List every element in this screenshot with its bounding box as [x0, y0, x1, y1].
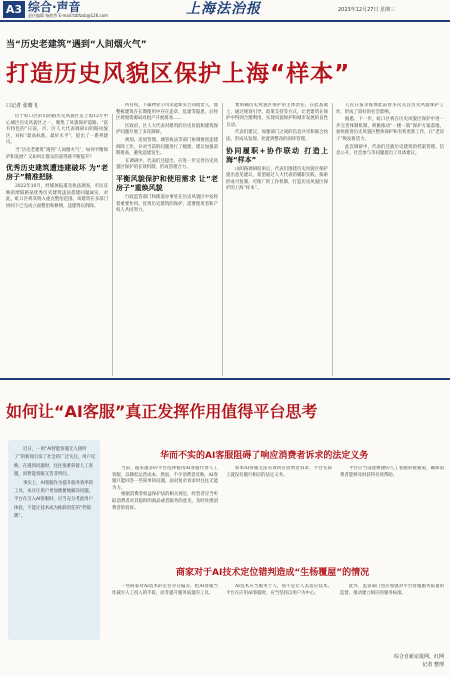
second-column-b2 — [226, 584, 332, 672]
paragraph: 事实上，AI客服作为提升服务效率的工具，本应让用户更加便捷地解决问题。平台在引入AI客服时，应当充分考虑用户体验，不能让技术成为推卸责任的“挡箭牌”。 — [14, 480, 94, 520]
paragraph: 据悉，下一步，虹口区将在历史风貌区保护中进一步完善体制机制，积极推动“一楼一策”保护方案落地，加快推进历史风貌区整体保护和有机更新工作，让“老房子”焕发新活力。 — [336, 117, 444, 142]
second-column-a2 — [226, 466, 332, 562]
paragraph: 此外，监管部门也应加强对平台客服服务质量的监督，推动建立相应的服务标准。 — [340, 584, 444, 596]
source-credit: 综合自新京报网、红网 — [393, 654, 444, 660]
paragraph: 在调研中，代表们还提出，应进一步完善历史风貌区保护的长效机制，形成管理合力。 — [116, 158, 218, 171]
paragraph: 如果AI客服无法有效回应消费者诉求，平台实际上就没有履行相应的法定义务。 — [226, 466, 332, 478]
newspaper-masthead: 上海法治报 — [186, 1, 261, 17]
page-header — [0, 0, 450, 20]
header-rule — [0, 20, 450, 22]
page-number-badge: A3 — [3, 1, 25, 18]
lead-column-4 — [336, 103, 444, 376]
lead-byline: 口记者 张晴飞 — [6, 103, 38, 109]
paragraph: 此次调研中，代表们还就历史建筑的档案管理、信息公开、社会参与等问题提出了具体建议。 — [336, 144, 444, 157]
paragraph: 人民日报等媒体此前曾多次关注历史风貌保护工作，形成了较好的社会影响。 — [336, 103, 444, 115]
lead-column-3 — [226, 103, 328, 376]
lead-subheading-2: 平衡风貌保护和使用需求 让“老房子”重焕风貌 — [116, 174, 218, 192]
section-separator — [0, 378, 450, 380]
paragraph: 位于虹口区的山阴路历史风貌区是上海12片中心城区历史风貌区之一，聚集了风貌保护道路、“富有特色的”日前，市、区人大代表调研山阴路风貌区，对标“最高标准、最好水平”，提出了一系列建议。 — [6, 114, 108, 146]
lead-column-1 — [6, 114, 108, 376]
lead-headline: 打造历史风貌区保护上海“样本” — [6, 61, 351, 87]
section-title: 综合·声音 — [28, 0, 81, 14]
lead-subheading-3: 协同履职+协作联动 打造上海“样本” — [226, 146, 328, 164]
column-divider — [222, 103, 223, 376]
editor-credit: 责任编辑 杨轶然 E-mail:fzbfzsb@126.com — [28, 13, 109, 18]
paragraph: 当前，越来越多的平台选择使用AI客服代替人工客服，以降低运营成本。然而，不少消费者反映，AI客服只能回答一些简单的问题，面对复杂诉求时往往无能为力。 — [112, 466, 218, 491]
paragraph: 所有权，下属物业公司未能如实告知租赁人，使整栋建筑在长期使用中存在违章、乱建等隐患，后经区规划资源局对租户开展排查…… — [116, 103, 218, 122]
paragraph: 根据消费者权益保护法的相关规定，经营者应当听取消费者对其提供的商品或者服务的意见，及时处理消费者的投诉。 — [112, 492, 218, 511]
paragraph: 要明确历史风貌区保护的主体责任，在此基础上，通过规划引导、政策支持等方式，让老建筑在保护中得到合理利用，实现风貌保护和城市发展的良性互动。 — [226, 103, 328, 128]
issue-date: 2023年12月27日 星期三 — [338, 7, 396, 13]
paragraph: 规划、房屋管理、城管执法等部门协调推进违建拆除工作，并对当前的问题进行了梳理，建议加强前期排查，避免违建发生。 — [116, 137, 218, 157]
paragraph: 当“历史老建筑”遇到“人间烟火气”，如何平衡保护和发展？又如何让群众的获得感不断提升？ — [6, 147, 108, 160]
paragraph: AI技术应当服务于人，而不是让人去适应技术。平台在应用AI客服时，应当坚持以用户为中心。 — [226, 584, 332, 596]
commentary-text — [14, 446, 96, 632]
paragraph: 山阴路调研结束后，代表们围绕历史风貌区保护提出意见建议，希望通过人大代表的履职实践，探索形成可复制、可推广的工作机制，打造历史风貌区保护的上海“样本”。 — [226, 166, 328, 192]
paragraph: 行政监管部门和街道办事处在历史风貌区中发挥着重要作用。优秀历史建筑的保护，需要使用者和产权人共同努力。 — [116, 194, 218, 214]
second-column-b3 — [340, 584, 444, 650]
lead-kicker: 当“历史老建筑”遇到“人间烟火气” — [6, 40, 147, 50]
second-column-a3 — [340, 466, 444, 562]
second-subheading-a: 华而不实的AI客服阻碍了响应消费者诉求的法定义务 — [160, 451, 369, 461]
column-divider — [332, 103, 333, 376]
column-divider — [112, 114, 113, 376]
paragraph: 2022年10月，经媒体报道及执法调查，市民反映的溧阳路某优秀历史建筑违法搭建问题属实，对此，虹口区将其纳入重点整治范围。该建筑在多部门协同下已完成立面整治和修缮，违建得以拆除。 — [6, 184, 108, 209]
paragraph: 代表们建议，加强部门之间的信息共享和联合执法，形成从发现、处置到整改的闭环管理。 — [226, 130, 328, 142]
paragraph: 一些商家对AI技术的定位存在偏差，把AI客服当作减少人工投入的手段，而非提升服务质量的工具。 — [112, 584, 218, 596]
second-subheading-b: 商家对于AI技术定位错判造成“生杨覆屋”的情况 — [176, 568, 370, 578]
second-column-b1 — [112, 584, 218, 672]
paragraph: 平台应当设置便捷的人工客服转接通道，确保消费者能够及时获得有效帮助。 — [340, 466, 444, 478]
lead-column-2 — [116, 103, 218, 376]
lead-subheading-1: 优秀历史建筑遭违建破坏 为“老房子”精准把脉 — [6, 164, 108, 182]
reporter-credit: 记者 整理 — [422, 662, 444, 668]
paragraph: 区政府、区人大代表对建筑的历史价值和建筑保护问题开展了多次调研。 — [116, 123, 218, 136]
second-column-a1 — [112, 466, 218, 562]
second-headline: 如何让“AI客服”真正发挥作用值得平台思考 — [6, 402, 318, 421]
paragraph: 近日，一则“AI智能客服无人接听了”的新闻引发了社会的广泛关注。用户反映，在遇到问题时，往往很难转接人工客服，而智能客服又答非所问。 — [14, 447, 96, 478]
